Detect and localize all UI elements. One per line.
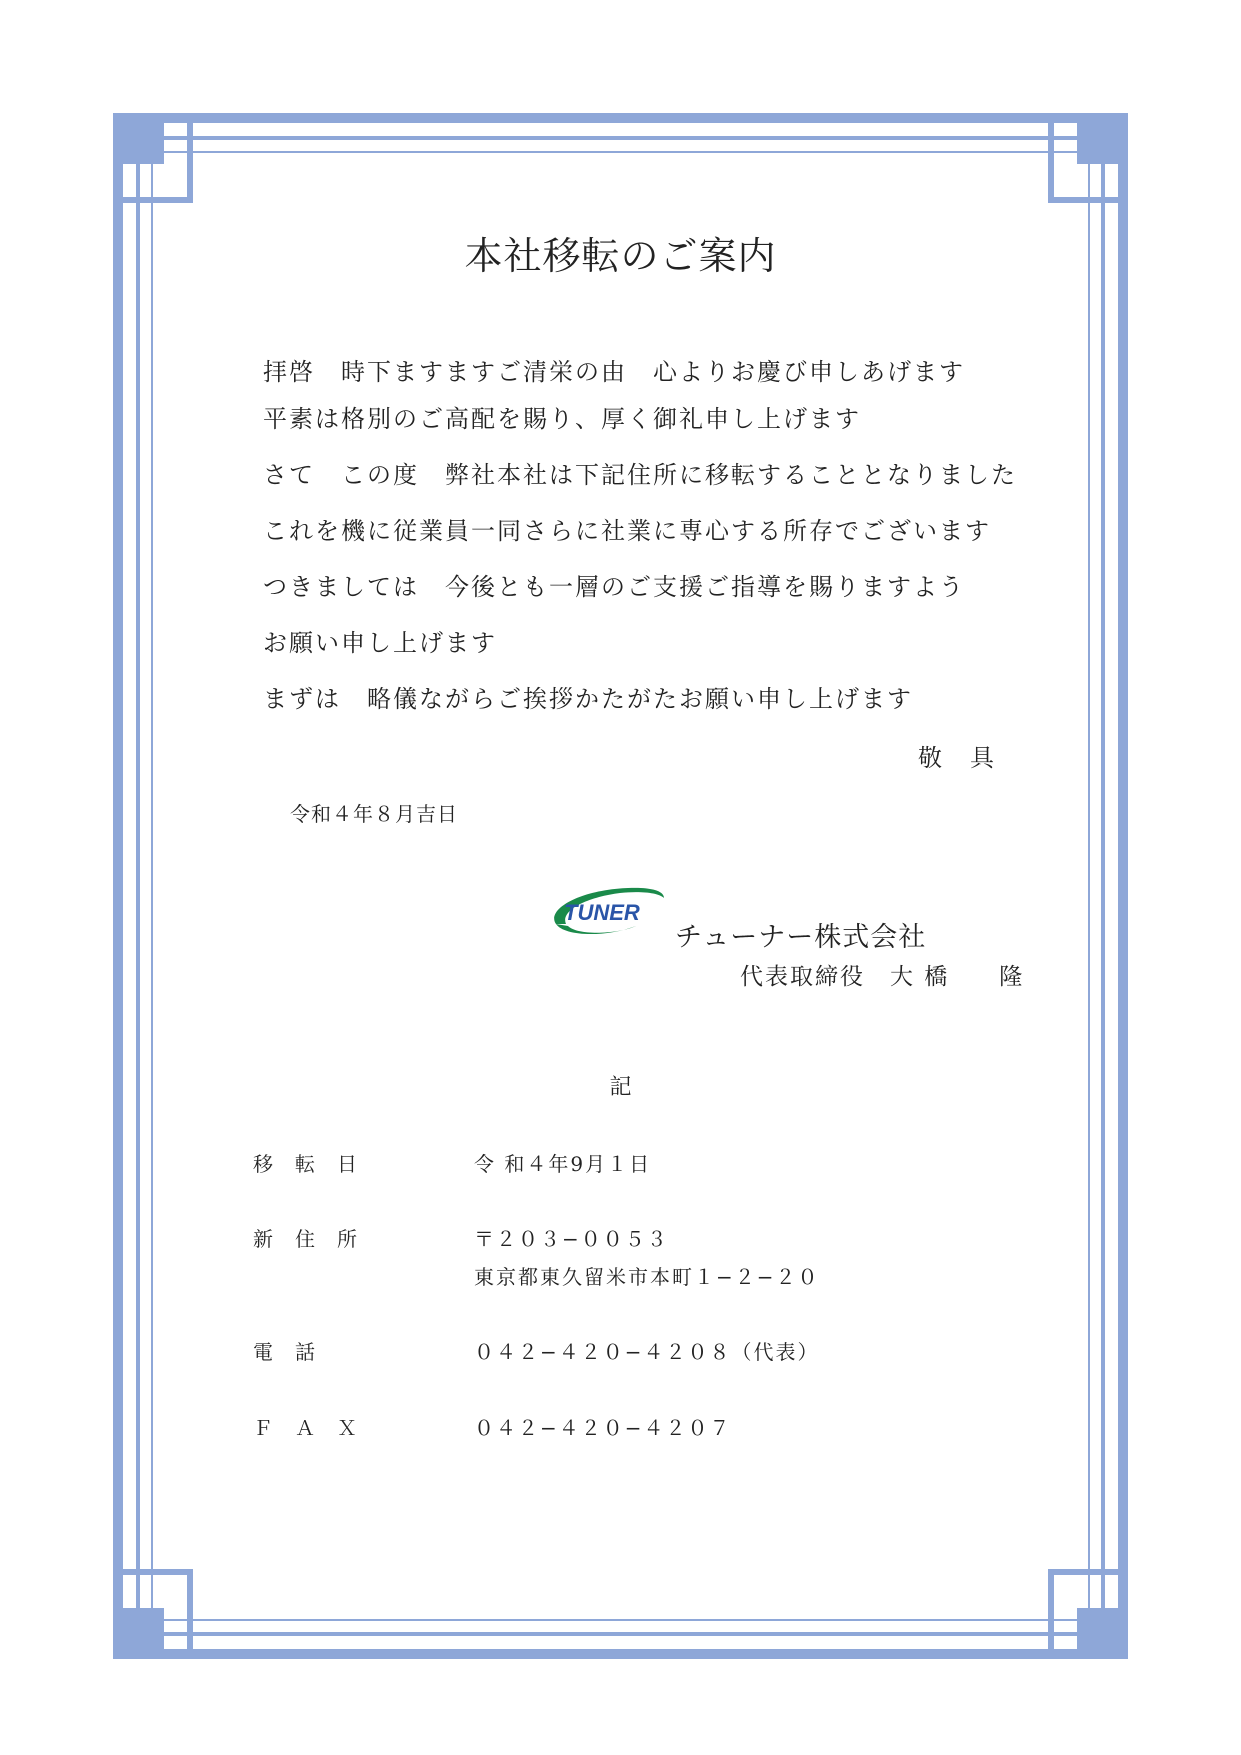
address-value: 東京都東久留米市本町１−２−２０	[474, 1265, 820, 1289]
greeting-line-4: これを機に従業員一同さらに社業に専心する所存でございます	[263, 517, 991, 545]
corner-square-top-left	[118, 118, 164, 164]
closing-keigu: 敬 具	[918, 744, 996, 772]
postal-code: 〒２０３−００５３	[474, 1227, 669, 1251]
corner-square-bottom-right	[1077, 1608, 1123, 1654]
logo-swoosh-bottom	[556, 924, 636, 934]
greeting-line-6: お願い申し上げます	[263, 629, 497, 657]
fax-label: Ｆ Ａ Ｘ	[253, 1416, 358, 1440]
greeting-line-7: まずは 略儀ながらご挨拶かたがたお願い申し上げます	[263, 685, 913, 713]
letter-date: 令和４年８月吉日	[290, 802, 458, 826]
greeting-line-5: つきましては 今後とも一層のご支援ご指導を賜りますよう	[263, 573, 965, 601]
phone-value: ０４２−４２０−４２０８（代表）	[474, 1340, 820, 1364]
address-label: 新 住 所	[253, 1227, 358, 1251]
representative-name: 代表取締役 大 橋 隆	[740, 964, 1025, 990]
page-title: 本社移転のご案内	[464, 234, 777, 278]
ki-heading: 記	[609, 1075, 632, 1100]
greeting-line-2: 平素は格別のご高配を賜り、厚く御礼申し上げます	[263, 405, 861, 433]
greeting-line-3: さて この度 弊社本社は下記住所に移転することとなりました	[263, 461, 1017, 489]
phone-label: 電 話	[253, 1340, 316, 1364]
moving-date-value: 令 和４年9月１日	[474, 1152, 652, 1176]
tuner-logo	[548, 880, 666, 940]
fax-value: ０４２−４２０−４２０７	[474, 1416, 732, 1440]
corner-square-top-right	[1077, 118, 1123, 164]
corner-square-bottom-left	[118, 1608, 164, 1654]
moving-date-label: 移 転 日	[253, 1152, 358, 1176]
greeting-line-1: 拝啓 時下ますますご清栄の由 心よりお慶び申しあげます	[263, 358, 965, 386]
logo-text: TUNER	[564, 900, 640, 925]
company-name: チューナー株式会社	[675, 922, 927, 953]
